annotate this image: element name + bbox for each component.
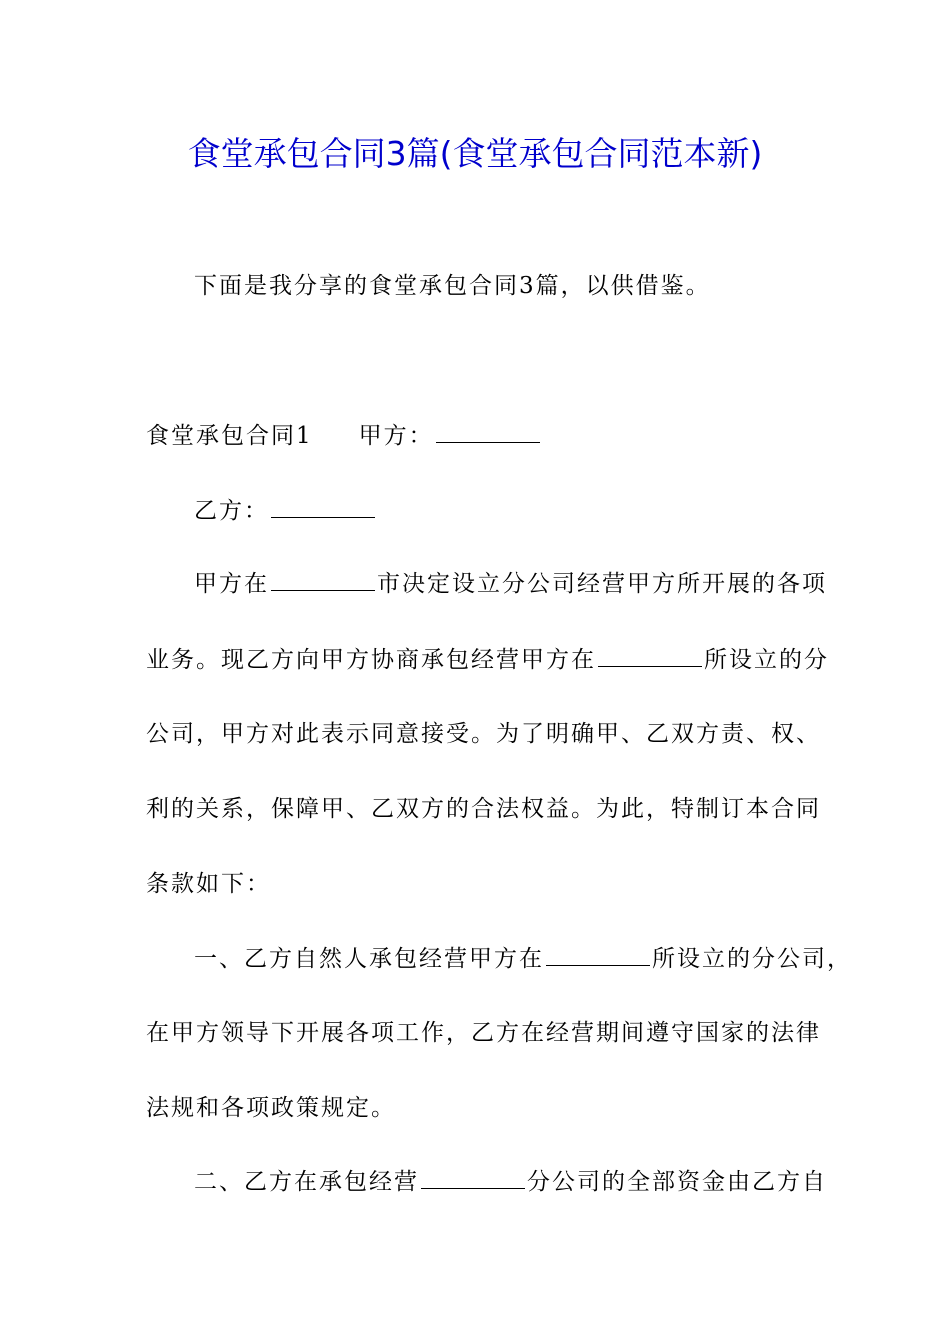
location-blank [546, 947, 650, 966]
branch-blank [421, 1170, 525, 1189]
page-title: 食堂承包合同3篇(食堂承包合同范本新) [187, 134, 763, 173]
clause-line [194, 941, 852, 977]
party-b-label: 乙方： [194, 498, 269, 524]
clause-line: 法规和各项政策规定。 [146, 1095, 396, 1121]
paragraph-line: 条款如下： [146, 871, 271, 897]
contract-heading-line [146, 418, 542, 454]
text-fragment: 所设立的分 [704, 647, 829, 673]
paragraph-line: 公司，甲方对此表示同意接受。为了明确甲、乙双方责、权、 [146, 721, 821, 747]
intro-paragraph: 下面是我分享的食堂承包合同3篇，以供借鉴。 [194, 273, 711, 299]
party-a-label: 甲方： [358, 423, 434, 449]
location-blank [598, 648, 702, 667]
text-fragment: 业务。现乙方向甲方协商承包经营甲方在 [146, 647, 596, 673]
paragraph-line [146, 642, 829, 678]
clause-line [194, 1164, 827, 1200]
party-b-line [194, 493, 377, 529]
paragraph-line: 利的关系，保障甲、乙双方的合法权益。为此，特制订本合同 [146, 796, 821, 822]
party-a-blank [436, 424, 540, 443]
city-blank [271, 572, 375, 591]
clause-line: 在甲方领导下开展各项工作，乙方在经营期间遵守国家的法律 [146, 1020, 821, 1046]
text-fragment: 所设立的分公司， [652, 946, 852, 972]
text-fragment: 一、乙方自然人承包经营甲方在 [194, 946, 544, 972]
contract-heading: 食堂承包合同1 [146, 423, 313, 449]
paragraph-line [194, 566, 827, 602]
text-fragment: 市决定设立分公司经营甲方所开展的各项 [377, 571, 827, 597]
text-fragment: 分公司的全部资金由乙方自 [527, 1169, 827, 1195]
text-fragment: 甲方在 [194, 571, 269, 597]
text-fragment: 二、乙方在承包经营 [194, 1169, 419, 1195]
party-b-blank [271, 499, 375, 518]
